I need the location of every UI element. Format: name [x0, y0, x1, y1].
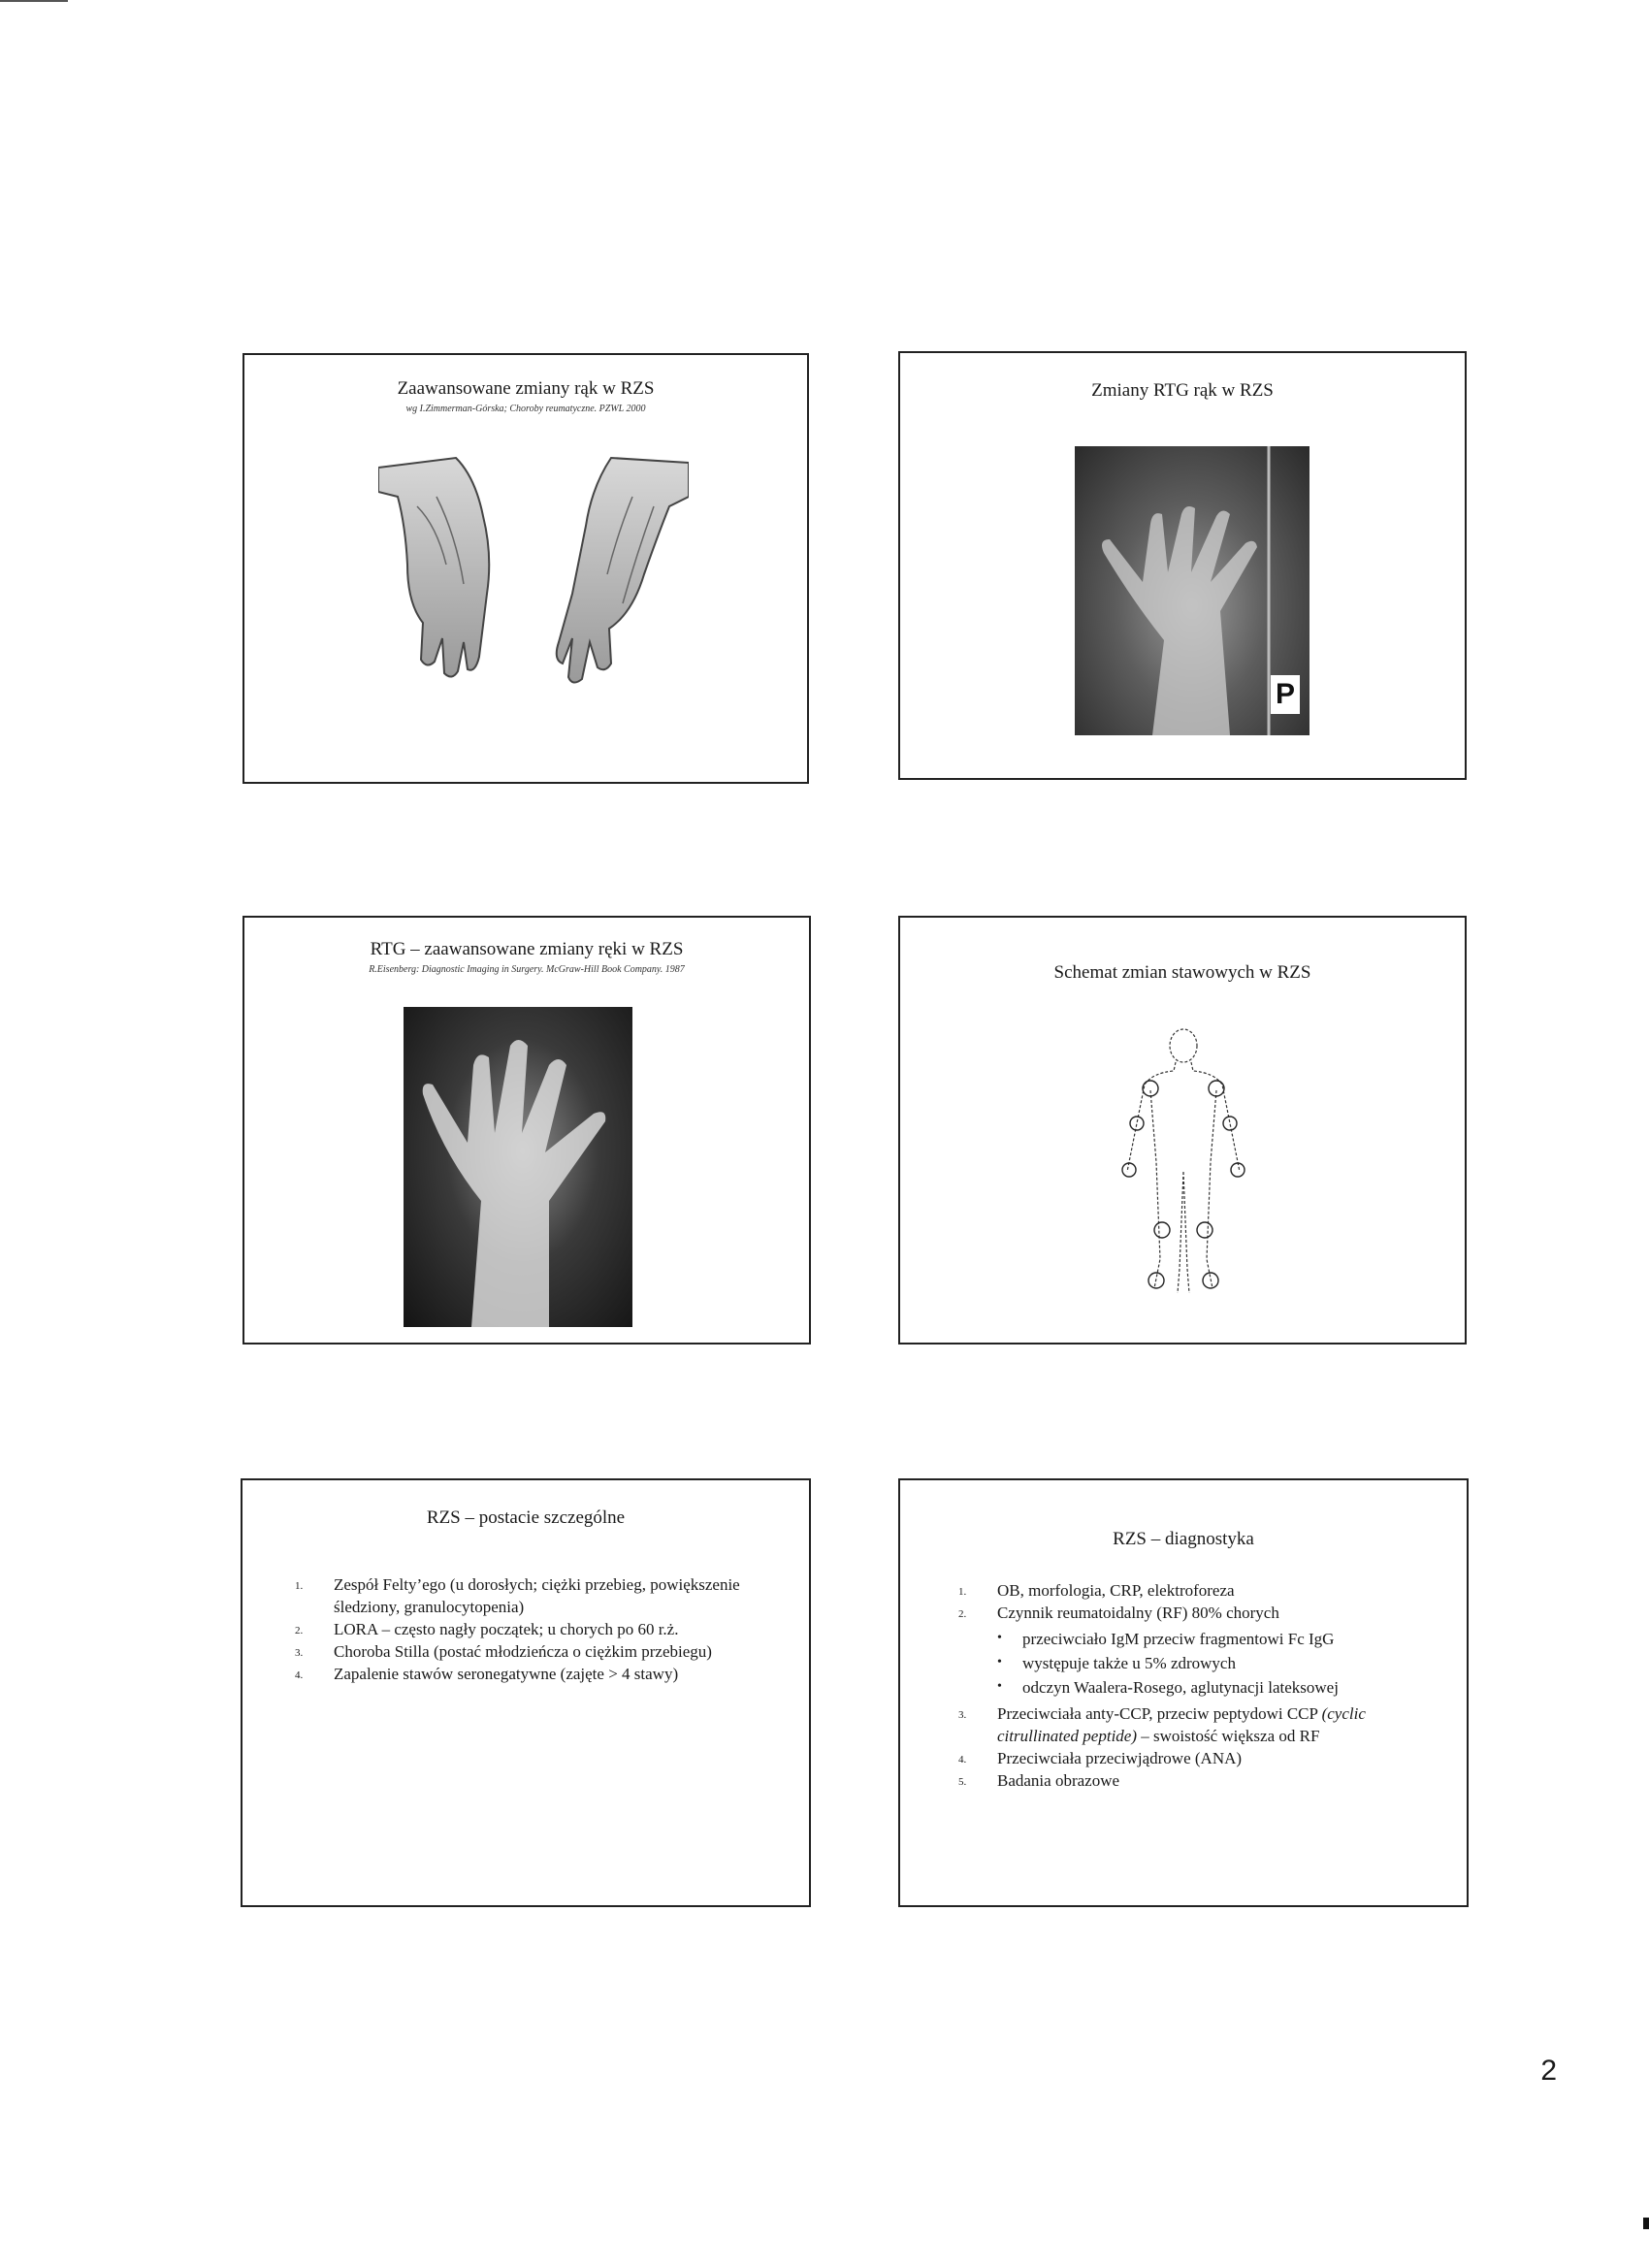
- hand-xray-advanced-image: [404, 1007, 632, 1327]
- slide-title: Zaawansowane zmiany rąk w RZS: [397, 378, 655, 399]
- list-item: 4. Przeciwciała przeciwjądrowe (ANA): [958, 1749, 1243, 1767]
- side-marker-label: P: [1271, 675, 1300, 714]
- hand-xray-image: [1075, 446, 1310, 735]
- scan-edge-line: [0, 0, 68, 2]
- slide-special-forms: [241, 1478, 811, 1907]
- slide-citation: wg I.Zimmerman-Górska; Choroby reumatyczne. PZWL 2000: [405, 404, 646, 414]
- list-item: 1. OB, morfologia, CRP, elektroforeza: [958, 1581, 1235, 1600]
- sub-item: • przeciwciało IgM przeciw fragmentowi Fc IgG: [997, 1630, 1335, 1648]
- sub-item: • występuje także u 5% zdrowych: [997, 1654, 1236, 1672]
- special-forms-list: [295, 1573, 780, 1685]
- slide-advanced-xray: [242, 916, 811, 1345]
- list-item: 2. LORA – często nagły początek; u chorych po 60 r.ż.: [295, 1620, 679, 1638]
- scan-corner-mark: [1643, 2218, 1649, 2229]
- slide-citation: R.Eisenberg: Diagnostic Imaging in Surgery. McGraw-Hill Book Company. 1987: [369, 964, 685, 975]
- slide-advanced-hand-changes: [242, 353, 809, 784]
- slide-title: Schemat zmian stawowych w RZS: [1053, 962, 1311, 983]
- sub-item: • odczyn Waalera-Rosego, aglutynacji lateksowej: [997, 1678, 1339, 1697]
- rf-sublist: [997, 1628, 1443, 1699]
- slide-xray-hands: [898, 351, 1467, 780]
- slide-title: RZS – postacie szczególne: [426, 1507, 626, 1528]
- diagnostics-list: [958, 1579, 1443, 1792]
- list-item: 5. Badania obrazowe: [958, 1771, 1120, 1790]
- list-item: 1. Zespół Felty’ego (u dorosłych; ciężki przebieg, powiększenie śledziony, granulocytopenia): [295, 1575, 740, 1616]
- list-item: 4. Zapalenie stawów seronegatywne (zajęte > 4 stawy): [295, 1665, 679, 1683]
- slide-diagnostics: [898, 1478, 1469, 1907]
- slide-joint-schema: [898, 916, 1467, 1345]
- body-joint-diagram: [1117, 1026, 1249, 1308]
- list-item: 3. Przeciwciała anty-CCP, przeciw peptydowi CCP (cyclic citrullinated peptide) – swoistość większa od RF: [958, 1704, 1366, 1745]
- hands-photo: [378, 448, 689, 695]
- slide-title: RTG – zaawansowane zmiany ręki w RZS: [370, 939, 684, 959]
- list-item: 3. Choroba Stilla (postać młodzieńcza o ciężkim przebiegu): [295, 1642, 712, 1661]
- list-item: 2. Czynnik reumatoidalny (RF) 80% chorych • przeciwciało IgM przeciw fragmentowi Fc IgG • występuje także u 5% zdrowych • odczyn Waalera-Rosego, aglutynacji lateksowej: [958, 1602, 1443, 1699]
- slide-title: Zmiany RTG rąk w RZS: [1091, 380, 1274, 401]
- slide-title: RZS – diagnostyka: [1113, 1529, 1254, 1549]
- page-number: 2: [1540, 2055, 1557, 2087]
